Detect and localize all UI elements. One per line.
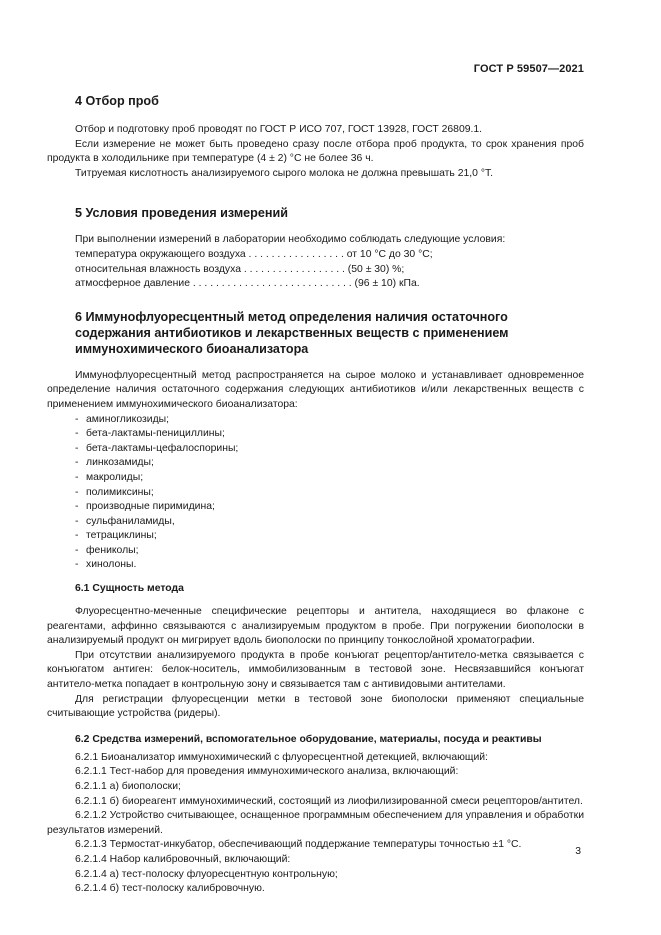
section-5-intro: При выполнении измерений в лаборатории необходимо соблюдать следующие условия: bbox=[75, 234, 506, 246]
list-item: - аминогликозиды; bbox=[75, 413, 169, 425]
list-item: - сульфаниламиды, bbox=[75, 515, 175, 527]
page-content bbox=[47, 93, 584, 897]
subsection-6-1-paragraph-2: При отсутствии анализируемого продукта в пробе конъюгат рецептор/антитело-метка связывается с конъюгатом антиген: белок-носитель, иммобилизованным в тестовой зоне. Несвязавшийся конъюгат антитело-метка попадает в контрольную зону и связывается там с антивидовыми антителами. bbox=[47, 649, 584, 691]
antibiotics-list bbox=[47, 413, 584, 574]
item-6-2-1-4-a: 6.2.1.4 а) тест-полоску флуоресцентную контрольную; bbox=[75, 868, 338, 880]
subsection-6-2-title: 6.2 Средства измерений, вспомогательное оборудование, материалы, посуда и реактивы bbox=[75, 733, 542, 745]
list-item: - линкозамиды; bbox=[75, 457, 154, 469]
section-6-intro: Иммунофлуоресцентный метод распространяется на сырое молоко и устанавливает одновременное определение наличия остаточного содержания следующих антибиотиков и/или лекарственных веществ с применением иммунохимического биоанализатора: bbox=[47, 369, 584, 410]
item-6-2-1-1-a: 6.2.1.1 а) биополоски; bbox=[75, 781, 181, 792]
section-4-paragraph-1: Отбор и подготовку проб проводят по ГОСТ Р ИСО 707, ГОСТ 13928, ГОСТ 26809.1. bbox=[75, 124, 483, 135]
section-4-paragraph-2: Если измерение не может быть проведено сразу после отбора проб продукта, то срок хранения проб продукта в холодильнике при температуре (4 ± 2) °С не более 36 ч. bbox=[47, 138, 584, 165]
item-6-2-1-3: 6.2.1.3 Термостат-инкубатор, обеспечивающий поддержание температуры точностью ±1 °С. bbox=[75, 839, 522, 851]
section-5-title: 5 Условия проведения измерений bbox=[75, 206, 288, 221]
item-6-2-1: 6.2.1 Биоанализатор иммунохимический с флуоресцентной детекцией, включающий: bbox=[75, 751, 488, 763]
subsection-6-1-title: 6.1 Сущность метода bbox=[75, 583, 184, 595]
condition-pressure: атмосферное давление . . . . . . . . . . . . . . . . . . . . . . . . . . . . (96 ± 10) кПа. bbox=[75, 278, 420, 290]
list-item: - фениколы; bbox=[75, 544, 139, 556]
page-number: 3 bbox=[575, 846, 581, 857]
section-4-title: 4 Отбор проб bbox=[75, 94, 159, 108]
section-4-paragraph-3: Титруемая кислотность анализируемого сырого молока не должна превышать 21,0 °Т. bbox=[75, 167, 494, 179]
list-item: - тетрациклины; bbox=[75, 530, 157, 542]
subsection-6-1-paragraph-1: Флуоресцентно-меченные специфические рецепторы и антитела, находящиеся во флаконе с реагентами, аффинно связываются с анализируемым продуктом в пробе. При погружении биополоски в анализируемый продукт он мигрирует вдоль биополоски по принципу тонкослойной хроматографии. bbox=[47, 606, 584, 647]
section-6-title-line-3: иммунохимического биоанализатора bbox=[75, 341, 309, 356]
item-6-2-1-2: 6.2.1.2 Устройство считывающее, оснащенное программным обеспечением для управления и обработки результатов измерений. bbox=[47, 810, 584, 836]
list-item: - хинолоны. bbox=[75, 559, 137, 571]
section-6-title-line-2: содержания антибиотиков и лекарственных веществ с применением bbox=[75, 325, 509, 340]
subsection-6-1-paragraph-3: Для регистрации флуоресценции метки в тестовой зоне биополоски применяют специальные считывающие устройства (ридеры). bbox=[47, 693, 584, 720]
list-item: - производные пиримидина; bbox=[75, 501, 215, 513]
standard-code: ГОСТ Р 59507—2021 bbox=[473, 63, 584, 75]
list-item: - бета-лактамы-пенициллины; bbox=[75, 428, 225, 440]
item-6-2-1-4-b: 6.2.1.4 б) тест-полоску калибровочную. bbox=[75, 883, 265, 895]
section-6-title bbox=[47, 309, 584, 357]
item-6-2-1-1: 6.2.1.1 Тест-набор для проведения иммунохимического анализа, включающий: bbox=[75, 766, 459, 778]
list-item: - макролиды; bbox=[75, 471, 144, 483]
item-6-2-1-4: 6.2.1.4 Набор калибровочный, включающий: bbox=[75, 853, 291, 865]
item-6-2-1-1-b: 6.2.1.1 б) биореагент иммунохимический, состоящий из лиофилизированной смеси рецепторов/антител. bbox=[75, 795, 583, 807]
condition-humidity: относительная влажность воздуха . . . . . . . . . . . . . . . . . . (50 ± 30) %; bbox=[75, 263, 405, 275]
condition-temperature: температура окружающего воздуха . . . . . . . . . . . . . . . . . от 10 °С до 30 °С; bbox=[75, 248, 433, 260]
list-item: - полимиксины; bbox=[75, 486, 154, 498]
list-item: - бета-лактамы-цефалоспорины; bbox=[75, 442, 239, 454]
section-6-title-line-1: 6 Иммунофлуоресцентный метод определения наличия остаточного bbox=[75, 309, 508, 324]
